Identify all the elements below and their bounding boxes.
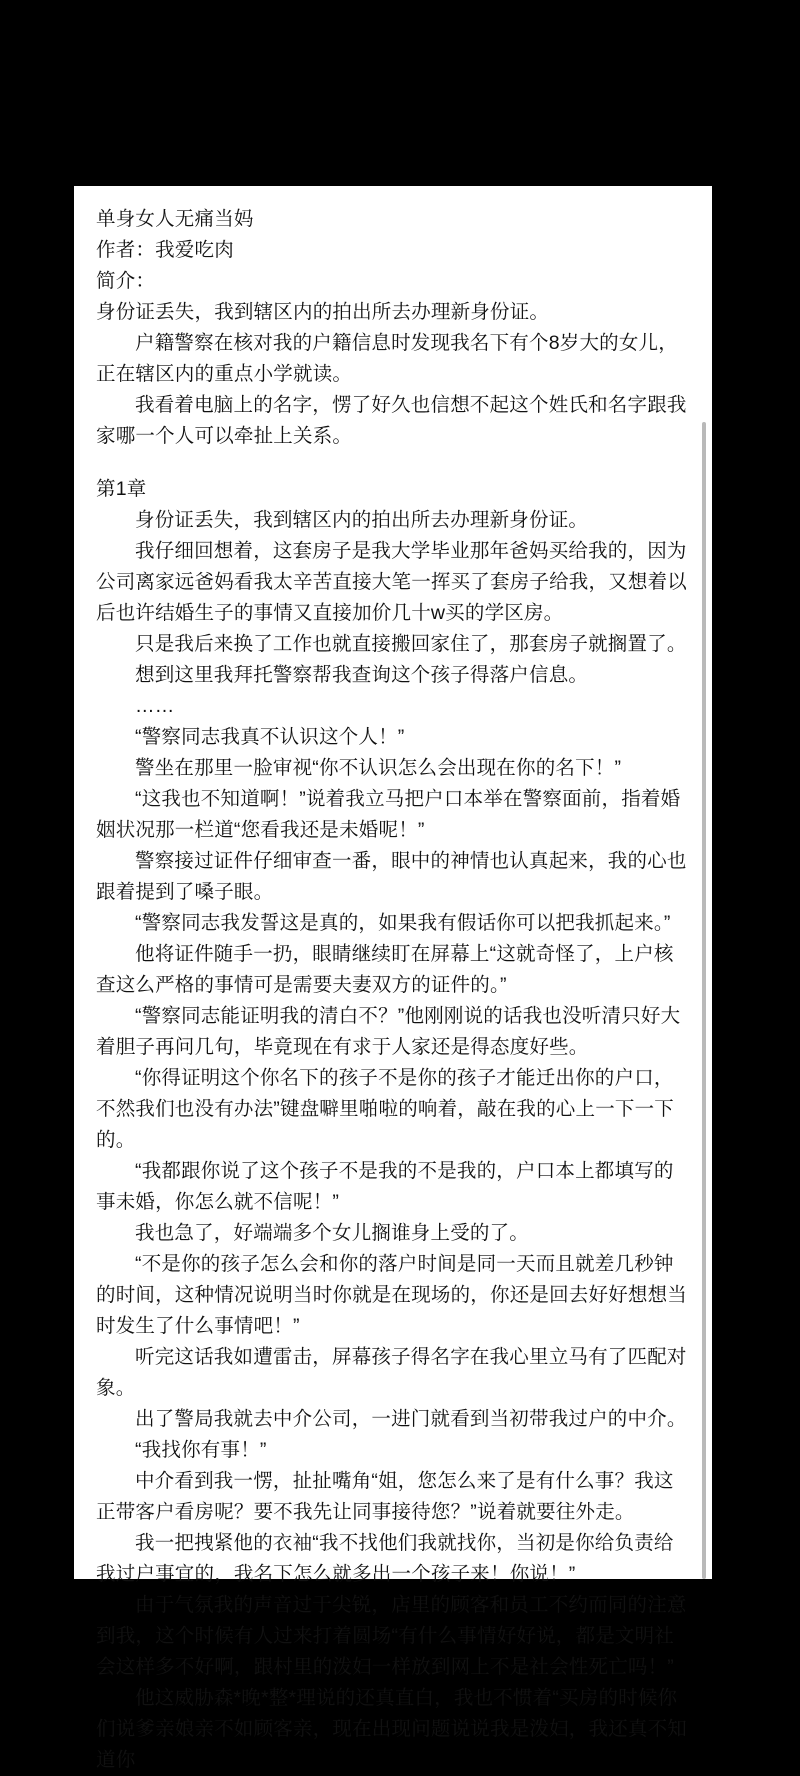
paragraph: 中介看到我一愣，扯扯嘴角“姐，您怎么来了是有什么事？我这正带客户看房呢？要不我先让同事接待您？”说着就要往外走。 bbox=[96, 1470, 674, 1523]
book-author: 作者：我爱吃肉 bbox=[96, 239, 234, 261]
chapter-title-text: 第1章 bbox=[96, 478, 147, 500]
summary-label: 简介： bbox=[96, 270, 156, 292]
paragraph: 警察接过证件仔细审查一番，眼中的神情也认真起来，我的心也跟着提到了嗓子眼。 bbox=[96, 850, 687, 903]
paragraph: “你得证明这个你名下的孩子不是你的孩子才能迁出你的户口，不然我们也没有办法”键盘噼里啪啦的响着，敲在我的心上一下一下的。 bbox=[96, 1067, 674, 1151]
paragraph: 他将证件随手一扔，眼睛继续盯在屏幕上“这就奇怪了，上户核查这么严格的事情可是需要夫妻双方的证件的。” bbox=[96, 943, 674, 996]
paragraph: “我都跟你说了这个孩子不是我的不是我的，户口本上都填写的事未婚，你怎么就不信呢！” bbox=[96, 1160, 674, 1213]
book-title: 单身女人无痛当妈 bbox=[96, 208, 254, 230]
paragraph: …… bbox=[135, 695, 175, 717]
summary-line: 我看着电脑上的名字，愣了好久也信想不起这个姓氏和名字跟我家哪一个人可以牵扯上关系。 bbox=[96, 394, 687, 447]
paragraph: 我仔细回想着，这套房子是我大学毕业那年爸妈买给我的，因为公司离家远爸妈看我太辛苦直接大笔一挥买了套房子给我，又想着以后也许结婚生子的事情又直接加价几十w买的学区房。 bbox=[96, 540, 688, 624]
chapter-body bbox=[96, 505, 690, 1776]
paragraph: 我也急了，好端端多个女儿搁谁身上受的了。 bbox=[135, 1222, 530, 1244]
paragraph: 他这威胁森*晚*整*理说的还真直白，我也不惯着“买房的时候你们说爹亲娘亲不如顾客亲，现在出现问题说说我是泼妇，我还真不知道你 bbox=[96, 1687, 688, 1771]
paragraph: 听完这话我如遭雷击，屏幕孩子得名字在我心里立马有了匹配对象。 bbox=[96, 1346, 687, 1399]
paragraph: 身份证丢失，我到辖区内的拍出所去办理新身份证。 bbox=[135, 509, 589, 531]
paragraph: “我找你有事！” bbox=[135, 1439, 267, 1461]
paragraph: “这我也不知道啊！”说着我立马把户口本举在警察面前，指着婚姻状况那一栏道“您看我还是未婚呢！” bbox=[96, 788, 681, 841]
spacer bbox=[96, 452, 690, 474]
paragraph: “警察同志能证明我的清白不？”他刚刚说的话我也没听清只好大着胆子再问几句，毕竟现在有求于人家还是得态度好些。 bbox=[96, 1005, 681, 1058]
reader-page bbox=[74, 186, 712, 1771]
paragraph: 出了警局我就去中介公司，一进门就看到当初带我过户的中介。 bbox=[135, 1408, 687, 1430]
paragraph: 我一把拽紧他的衣袖“我不找他们我就找你，当初是你给负责给我过户事宜的，我名下怎么就多出一个孩子来！你说！” bbox=[96, 1532, 674, 1585]
scrollbar-thumb[interactable] bbox=[702, 422, 706, 1579]
summary-line: 身份证丢失，我到辖区内的拍出所去办理新身份证。 bbox=[96, 301, 550, 323]
paragraph: “警察同志我真不认识这个人！” bbox=[135, 726, 405, 748]
paragraph: “警察同志我发誓这是真的，如果我有假话你可以把我抓起来。” bbox=[135, 912, 671, 934]
scrollbar-track[interactable] bbox=[705, 186, 709, 1579]
paragraph: “不是你的孩子怎么会和你的落户时间是同一天而且就差几秒钟的时间，这种情况说明当时你就是在现场的，你还是回去好好想想当时发生了什么事情吧！” bbox=[96, 1253, 688, 1337]
book-title-line bbox=[96, 204, 690, 452]
paragraph: 由于气氛我的声音过于尖锐，店里的顾客和员工不约而同的注意到我，这个时候有人过来打着圆场“有什么事情好好说，都是文明社会这样多不好啊，跟村里的泼妇一样放到网上不是社会性死亡吗！” bbox=[96, 1594, 687, 1678]
paragraph: 想到这里我拜托警察帮我查询这个孩子得落户信息。 bbox=[135, 664, 589, 686]
document-content bbox=[74, 186, 712, 1776]
chapter-title bbox=[96, 474, 690, 505]
paragraph: 只是我后来换了工作也就直接搬回家住了，那套房子就搁置了。 bbox=[135, 633, 687, 655]
summary-line: 户籍警察在核对我的户籍信息时发现我名下有个8岁大的女儿，正在辖区内的重点小学就读。 bbox=[96, 332, 678, 385]
paragraph: 警坐在那里一脸审视“你不认识怎么会出现在你的名下！” bbox=[135, 757, 622, 779]
